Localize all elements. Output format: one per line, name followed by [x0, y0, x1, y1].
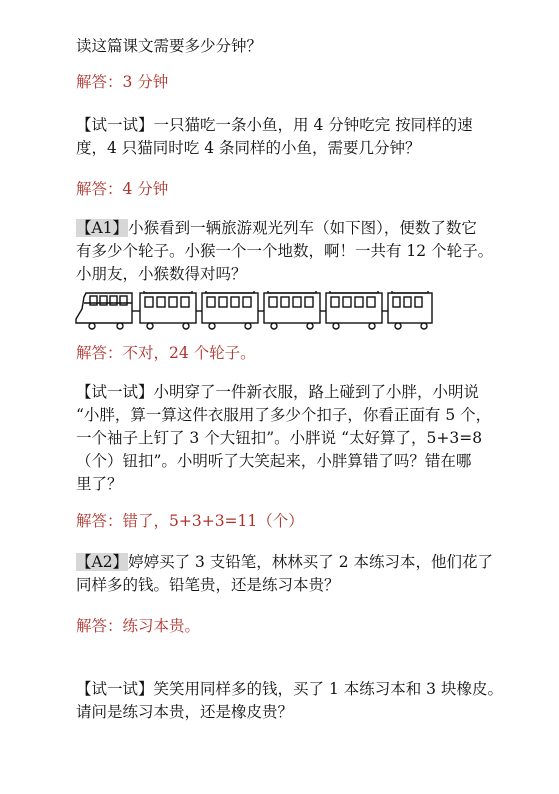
train-car-icon: [202, 291, 264, 323]
question-a1-line-3: 小朋友，小猴数得对吗？: [76, 265, 247, 283]
try-it-2-line-2: “小胖，算一算这件衣服用了多少个扣子，你看正面有 5 个，: [76, 406, 492, 424]
try-it-1-text-1: 一只猫吃一条小鱼，用 4 分钟吃完 按同样的速: [153, 116, 473, 134]
train-engine-icon: [76, 293, 140, 323]
try-it-3-line-1: [76, 680, 503, 698]
question-a1-line-2: 有多少个轮子。小猴一个一个地数，啊！一共有 12 个轮子。: [76, 242, 494, 260]
answer-1: 解答：3 分钟: [76, 73, 169, 91]
question-a1-tag: 【A1】: [76, 219, 129, 237]
answer-4: 解答：错了，5+3+3=11（个）: [76, 512, 304, 530]
try-it-2-text-1: 小明穿了一件新衣服，路上碰到了小胖，小明说: [153, 383, 480, 401]
try-it-tag: 【试一试】: [76, 680, 154, 698]
try-it-tag: 【试一试】: [76, 383, 154, 401]
question-a2-line-2: 同样多的钱。铅笔贵，还是练习本贵？: [76, 576, 340, 594]
train-car-icon: [264, 291, 326, 323]
answer-3: 解答：不对，24 个轮子。: [76, 344, 256, 362]
try-it-2-line-3: 一个袖子上钉了 3 个大钮扣”。小胖说 “太好算了，5+3=8: [76, 429, 483, 447]
question-a2-tag: 【A2】: [76, 553, 129, 571]
try-it-tag: 【试一试】: [76, 116, 154, 134]
try-it-1-line-2: 度，4 只猫同时吃 4 条同样的小鱼，需要几分钟？: [76, 139, 421, 157]
try-it-3-text-1: 笑笑用同样多的钱，买了 1 本练习本和 3 块橡皮。: [153, 680, 503, 698]
try-it-2-line-1: [76, 383, 479, 401]
question-a1-line-1: [76, 219, 477, 237]
train-wheels: [89, 323, 427, 329]
train-car-icon: [326, 291, 388, 323]
question-a2-line-1: [76, 553, 493, 571]
train-car-icon: [140, 291, 202, 323]
question-reading-time: 读这篇课文需要多少分钟？: [76, 37, 263, 55]
question-a2-text-1: 婷婷买了 3 支铅笔，林林买了 2 本练习本，他们花了: [128, 553, 493, 571]
train-car-icon: [388, 291, 432, 323]
answer-2: 解答：4 分钟: [76, 180, 169, 198]
try-it-2-line-4: （个）钮扣”。小明听了大笑起来，小胖算错了吗？错在哪: [76, 452, 472, 470]
answer-5: 解答：练习本贵。: [76, 617, 201, 635]
try-it-2-line-5: 里了？: [76, 475, 123, 493]
try-it-1-line-1: [76, 116, 473, 134]
question-a1-text-1: 小猴看到一辆旅游观光列车（如下图），便数了数它: [128, 219, 477, 237]
train-illustration: [74, 291, 436, 331]
try-it-3-line-2: 请问是练习本贵，还是橡皮贵？: [76, 703, 294, 721]
